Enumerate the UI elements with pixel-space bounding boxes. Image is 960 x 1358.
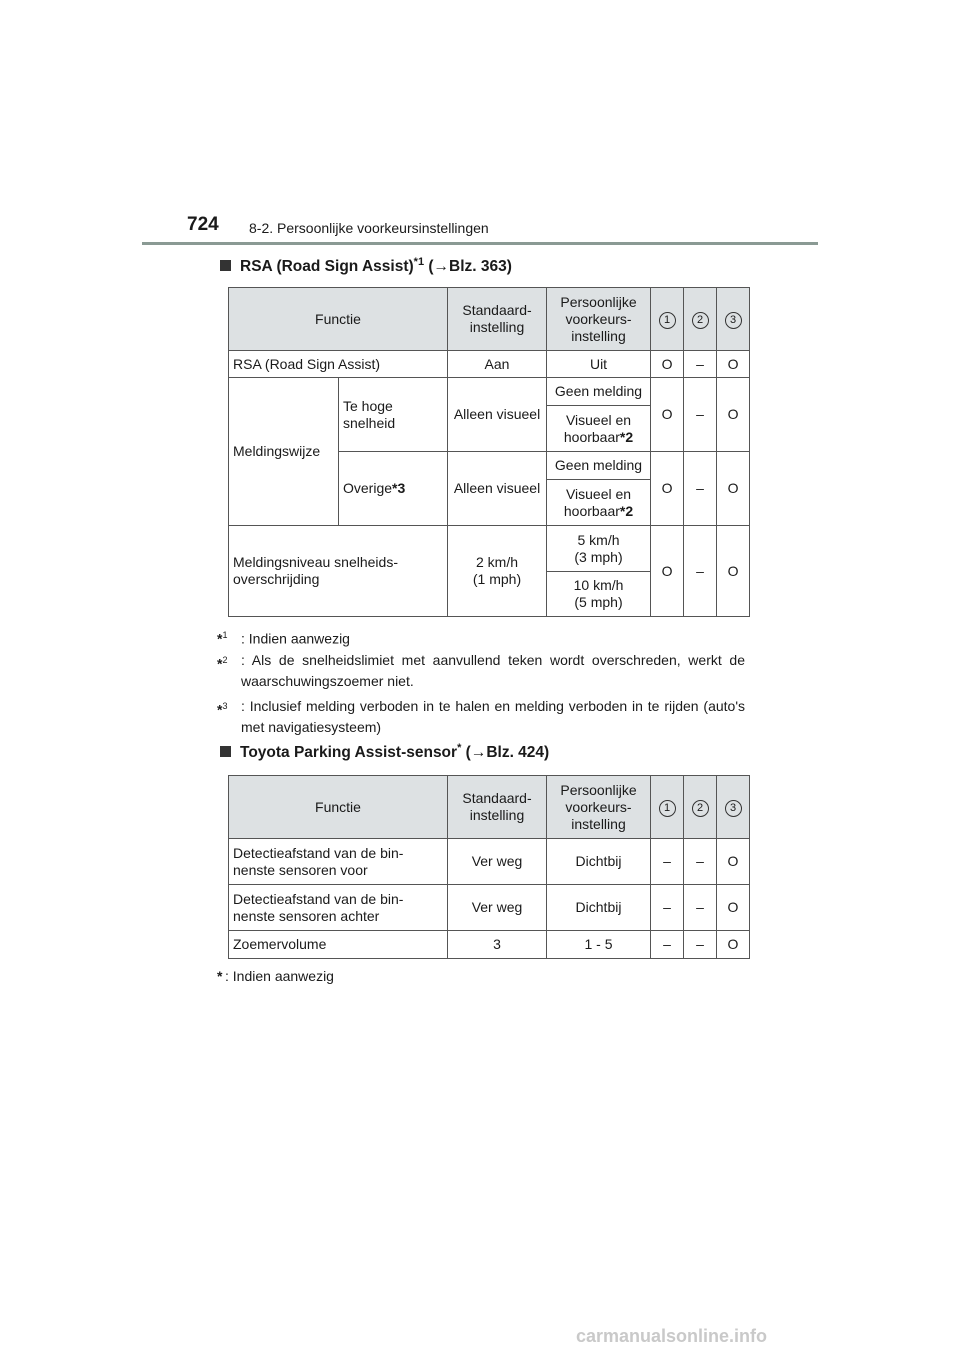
cell-1: –	[651, 839, 684, 885]
option-text: Visueel en hoorbaar	[563, 485, 632, 519]
chapter-title: 8-2. Persoonlijke voorkeursinstellingen	[249, 220, 489, 236]
cell-1: O	[651, 378, 684, 452]
bullet-square-icon	[220, 746, 231, 757]
circled-number-1: 1	[659, 800, 676, 817]
option-text: Visueel en hoorbaar	[563, 411, 632, 445]
cell-2: –	[684, 378, 717, 452]
cell-option: Geen melding	[547, 452, 651, 480]
cell-2: –	[684, 526, 717, 617]
footnote-1	[217, 625, 350, 650]
footnote-mark: *2	[619, 502, 634, 519]
footnote-text: : Indien aanwezig	[241, 630, 350, 647]
header-col-1	[651, 776, 684, 839]
cell-option	[547, 406, 651, 452]
parking-settings-table	[228, 775, 750, 959]
cell-standaard: Alleen visueel	[448, 452, 547, 526]
cell-persoonlijk: Dichtbij	[547, 839, 651, 885]
watermark: carmanualsonline.info	[576, 1326, 768, 1346]
circled-number-3: 3	[725, 312, 742, 329]
cell-3: O	[717, 452, 750, 526]
circled-number-2: 2	[692, 312, 709, 329]
cell-2: –	[684, 351, 717, 378]
table-row	[229, 931, 750, 959]
page-reference: (→Blz. 424)	[465, 744, 550, 762]
table-row	[229, 526, 750, 572]
cell-2: –	[684, 839, 717, 885]
cell-meldingswijze: Meldingswijze	[229, 378, 339, 526]
cell-standaard: Aan	[448, 351, 547, 378]
footnote-num: 3	[222, 701, 228, 711]
cell-overige	[339, 452, 448, 526]
cell-option: 10 km/h (5 mph)	[547, 572, 651, 617]
header-col-2	[684, 288, 717, 351]
table-row	[229, 351, 750, 378]
footnote-text: : Als de snelheidslimiet met aanvullend teken wordt overschreden, werkt de waarschuwingszoemer niet.	[241, 652, 745, 689]
cell-1: O	[651, 452, 684, 526]
header-functie: Functie	[229, 288, 448, 351]
footnote-3	[217, 696, 745, 738]
overige-label: Overige	[343, 480, 393, 496]
footnote-num: 1	[222, 630, 228, 640]
cell-option: Geen melding	[547, 378, 651, 406]
circled-number-2: 2	[692, 800, 709, 817]
cell-2: –	[684, 452, 717, 526]
header-persoonlijk: Persoonlijke voorkeurs- instelling	[547, 288, 651, 351]
page-reference: (→Blz. 363)	[428, 258, 512, 276]
header-col-1	[651, 288, 684, 351]
cell-persoonlijk: Uit	[547, 351, 651, 378]
cell-3: O	[717, 351, 750, 378]
cell-option	[547, 480, 651, 526]
footnote-text: : Indien aanwezig	[225, 968, 334, 984]
section-title-parking	[220, 742, 549, 762]
footnote-star: *	[217, 968, 223, 984]
section-title-rsa	[220, 256, 512, 276]
cell-functie: Zoemervolume	[229, 931, 448, 959]
header-functie: Functie	[229, 776, 448, 839]
circled-number-1: 1	[659, 312, 676, 329]
table-row	[229, 885, 750, 931]
cell-standaard: Alleen visueel	[448, 378, 547, 452]
cell-standaard: 3	[448, 931, 547, 959]
circled-number-3: 3	[725, 800, 742, 817]
header-standaard: Standaard- instelling	[448, 776, 547, 839]
cell-option: 5 km/h (3 mph)	[547, 526, 651, 572]
footnote-star: *	[217, 630, 223, 647]
cell-standaard: 2 km/h (1 mph)	[448, 526, 547, 617]
cell-3: O	[717, 378, 750, 452]
cell-te-hoge-snelheid: Te hoge snelheid	[339, 378, 448, 452]
header-persoonlijk: Persoonlijke voorkeurs- instelling	[547, 776, 651, 839]
footnote-parking	[217, 966, 334, 987]
header-col-3	[717, 776, 750, 839]
cell-2: –	[684, 931, 717, 959]
footnote-star: *	[217, 701, 223, 718]
cell-functie: RSA (Road Sign Assist)	[229, 351, 448, 378]
cell-1: O	[651, 526, 684, 617]
cell-functie: Detectieafstand van de bin- nenste sensoren voor	[229, 839, 448, 885]
footnote-2	[217, 650, 745, 692]
header-col-3	[717, 288, 750, 351]
cell-3: O	[717, 526, 750, 617]
cell-meldingsniveau: Meldingsniveau snelheids- overschrijding	[229, 526, 448, 617]
cell-standaard: Ver weg	[448, 839, 547, 885]
cell-1: –	[651, 931, 684, 959]
header-col-2	[684, 776, 717, 839]
cell-persoonlijk: Dichtbij	[547, 885, 651, 931]
cell-3: O	[717, 885, 750, 931]
cell-1: O	[651, 351, 684, 378]
cell-functie: Detectieafstand van de bin- nenste sensoren achter	[229, 885, 448, 931]
cell-1: –	[651, 885, 684, 931]
cell-3: O	[717, 931, 750, 959]
footnote-mark: *2	[619, 428, 634, 445]
cell-standaard: Ver weg	[448, 885, 547, 931]
footnote-text: : Inclusief melding verboden in te halen en melding verboden in te rijden (auto's met navigatiesysteem)	[241, 698, 745, 735]
footnote-mark: *	[457, 742, 462, 754]
footnote-mark: *3	[392, 480, 406, 496]
page-number: 724	[187, 214, 219, 235]
cell-2: –	[684, 885, 717, 931]
header-rule	[142, 242, 818, 245]
footnote-num: 2	[222, 655, 228, 665]
rsa-settings-table	[228, 287, 750, 617]
table-row	[229, 378, 750, 406]
header-standaard: Standaard- instelling	[448, 288, 547, 351]
cell-3: O	[717, 839, 750, 885]
section-title-text: Toyota Parking Assist-sensor	[240, 744, 458, 762]
footnote-mark: *1	[413, 256, 425, 268]
table-row	[229, 839, 750, 885]
cell-persoonlijk: 1 - 5	[547, 931, 651, 959]
footnote-star: *	[217, 655, 223, 672]
section-title-text: RSA (Road Sign Assist)	[240, 258, 414, 276]
bullet-square-icon	[220, 260, 231, 271]
